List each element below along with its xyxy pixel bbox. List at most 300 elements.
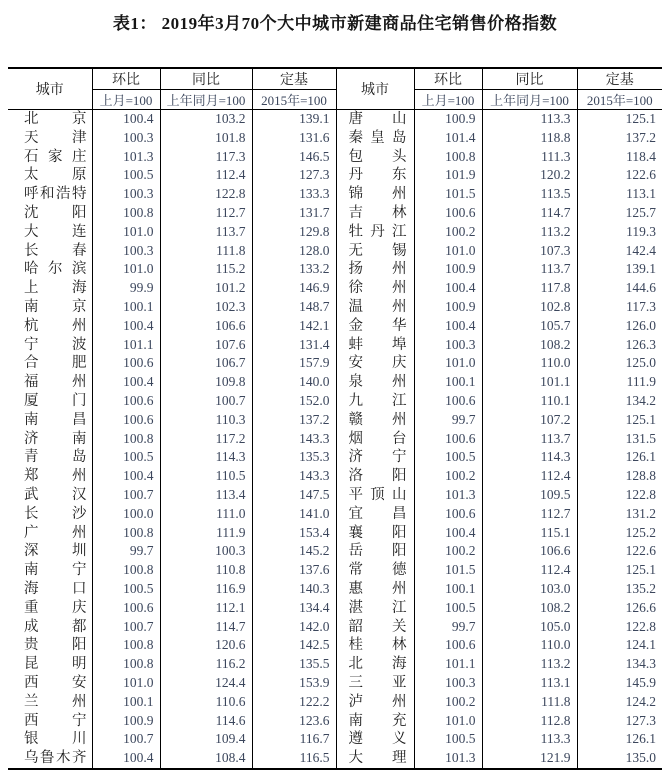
- table-row: [8, 524, 662, 543]
- city-name: 北 海: [348, 656, 407, 673]
- city-name-cell: [336, 166, 414, 185]
- yoy-index-cell: 112.7: [160, 204, 252, 223]
- mom-index-cell: 101.1: [92, 336, 160, 355]
- fixed-index-cell: 137.2: [252, 411, 336, 430]
- mom-index-cell: 101.5: [414, 185, 482, 204]
- city-name-cell: [336, 110, 414, 129]
- yoy-index-cell: 114.7: [482, 204, 577, 223]
- mom-index-cell: 101.3: [92, 148, 160, 167]
- city-name: 杭 州: [24, 317, 87, 334]
- table-row: [8, 542, 662, 561]
- yoy-index-cell: 124.4: [160, 674, 252, 693]
- fixed-index-cell: 142.5: [252, 636, 336, 655]
- mom-index-cell: 101.4: [414, 129, 482, 148]
- city-name: 郑 州: [24, 468, 87, 485]
- fixed-index-cell: 124.2: [577, 693, 662, 712]
- table-row: [8, 392, 662, 411]
- mom-index-cell: 100.3: [92, 129, 160, 148]
- yoy-index-cell: 103.2: [160, 110, 252, 129]
- city-name-cell: [336, 618, 414, 637]
- mom-index-cell: 100.8: [92, 430, 160, 449]
- subheader-yoy-base-left: 上年同月=100: [160, 90, 252, 110]
- city-name-cell: [336, 411, 414, 430]
- subheader-mom-base-right: 上月=100: [414, 90, 482, 110]
- yoy-index-cell: 106.6: [160, 317, 252, 336]
- city-name-cell: [336, 712, 414, 731]
- city-name: 锦 州: [348, 186, 407, 203]
- city-name: 温 州: [348, 298, 407, 315]
- fixed-index-cell: 142.1: [252, 317, 336, 336]
- city-name-cell: [8, 242, 92, 261]
- mom-index-cell: 100.9: [92, 712, 160, 731]
- city-name-cell: [8, 542, 92, 561]
- mom-index-cell: 100.4: [92, 110, 160, 129]
- table-row: [8, 693, 662, 712]
- yoy-index-cell: 109.8: [160, 373, 252, 392]
- city-name-cell: [336, 561, 414, 580]
- fixed-index-cell: 142.0: [252, 618, 336, 637]
- yoy-index-cell: 108.4: [160, 749, 252, 769]
- fixed-index-cell: 153.9: [252, 674, 336, 693]
- city-name-cell: [8, 354, 92, 373]
- fixed-index-cell: 111.9: [577, 373, 662, 392]
- city-name-cell: [8, 430, 92, 449]
- city-name-cell: [8, 411, 92, 430]
- subheader-fixed-base-right: 2015年=100: [577, 90, 662, 110]
- city-name: 常 德: [348, 562, 407, 579]
- city-name: 深 圳: [24, 543, 87, 560]
- city-name-cell: [336, 524, 414, 543]
- fixed-index-cell: 127.3: [252, 166, 336, 185]
- fixed-index-cell: 142.4: [577, 242, 662, 261]
- table-row: [8, 749, 662, 769]
- city-name-cell: [8, 129, 92, 148]
- fixed-index-cell: 127.3: [577, 712, 662, 731]
- city-name: 南 充: [348, 712, 407, 729]
- city-name: 蚌 埠: [348, 336, 407, 353]
- yoy-index-cell: 120.2: [482, 166, 577, 185]
- yoy-index-cell: 109.5: [482, 486, 577, 505]
- yoy-index-cell: 110.1: [482, 392, 577, 411]
- city-name: 丹 东: [348, 167, 407, 184]
- table-row: [8, 448, 662, 467]
- table-row: [8, 317, 662, 336]
- city-name-cell: [8, 486, 92, 505]
- mom-index-cell: 101.1: [414, 655, 482, 674]
- city-name: 扬 州: [348, 261, 407, 278]
- mom-index-cell: 100.2: [414, 467, 482, 486]
- fixed-index-cell: 139.1: [252, 110, 336, 129]
- city-name: 金 华: [348, 317, 407, 334]
- city-name-cell: [336, 636, 414, 655]
- yoy-index-cell: 109.4: [160, 730, 252, 749]
- fixed-index-cell: 137.6: [252, 561, 336, 580]
- table-row: [8, 674, 662, 693]
- mom-index-cell: 101.0: [414, 354, 482, 373]
- fixed-index-cell: 137.2: [577, 129, 662, 148]
- city-name-cell: [336, 430, 414, 449]
- city-name: 哈 尔 滨: [24, 261, 87, 278]
- mom-index-cell: 100.6: [92, 354, 160, 373]
- city-name: 九 江: [348, 392, 407, 409]
- mom-index-cell: 100.9: [414, 298, 482, 317]
- mom-index-cell: 100.8: [92, 524, 160, 543]
- mom-index-cell: 100.5: [414, 599, 482, 618]
- fixed-index-cell: 128.8: [577, 467, 662, 486]
- table-row: [8, 298, 662, 317]
- fixed-index-cell: 135.0: [577, 749, 662, 769]
- table-row: [8, 580, 662, 599]
- city-name-cell: [8, 674, 92, 693]
- mom-index-cell: 100.4: [92, 749, 160, 769]
- city-name-cell: [8, 185, 92, 204]
- city-name: 西 安: [24, 674, 87, 691]
- mom-index-cell: 100.3: [92, 185, 160, 204]
- yoy-index-cell: 102.3: [160, 298, 252, 317]
- mom-index-cell: 101.0: [414, 242, 482, 261]
- mom-index-cell: 100.9: [414, 110, 482, 129]
- yoy-index-cell: 101.8: [160, 129, 252, 148]
- yoy-index-cell: 112.4: [482, 561, 577, 580]
- table-row: [8, 148, 662, 167]
- city-name: 徐 州: [348, 280, 407, 297]
- yoy-index-cell: 121.9: [482, 749, 577, 769]
- mom-index-cell: 100.6: [92, 599, 160, 618]
- city-name: 贵 阳: [24, 637, 87, 654]
- mom-index-cell: 100.2: [414, 693, 482, 712]
- table-row: [8, 279, 662, 298]
- fixed-index-cell: 117.3: [577, 298, 662, 317]
- fixed-index-cell: 113.1: [577, 185, 662, 204]
- table-body: [8, 110, 662, 769]
- table-row: [8, 411, 662, 430]
- yoy-index-cell: 110.6: [160, 693, 252, 712]
- table-row: [8, 636, 662, 655]
- yoy-index-cell: 100.3: [160, 542, 252, 561]
- fixed-index-cell: 126.6: [577, 599, 662, 618]
- yoy-index-cell: 103.0: [482, 580, 577, 599]
- yoy-index-cell: 120.6: [160, 636, 252, 655]
- yoy-index-cell: 110.3: [160, 411, 252, 430]
- city-name-cell: [8, 373, 92, 392]
- city-name-cell: [336, 373, 414, 392]
- table-row: [8, 260, 662, 279]
- city-name: 青 岛: [24, 449, 87, 466]
- mom-index-cell: 99.9: [92, 279, 160, 298]
- city-name: 石 家 庄: [24, 148, 87, 165]
- fixed-index-cell: 119.3: [577, 223, 662, 242]
- city-name-cell: [8, 524, 92, 543]
- mom-index-cell: 100.9: [414, 260, 482, 279]
- city-name: 福 州: [24, 374, 87, 391]
- city-name: 三 亚: [348, 674, 407, 691]
- yoy-index-cell: 117.8: [482, 279, 577, 298]
- mom-index-cell: 100.3: [92, 242, 160, 261]
- city-name-cell: [8, 204, 92, 223]
- fixed-index-cell: 144.6: [577, 279, 662, 298]
- mom-index-cell: 100.8: [92, 655, 160, 674]
- city-name-cell: [336, 693, 414, 712]
- fixed-index-cell: 125.2: [577, 524, 662, 543]
- mom-index-cell: 100.5: [92, 580, 160, 599]
- city-name-cell: [336, 674, 414, 693]
- city-name: 上 海: [24, 280, 87, 297]
- fixed-index-cell: 139.1: [577, 260, 662, 279]
- fixed-index-cell: 125.1: [577, 110, 662, 129]
- city-name-cell: [8, 223, 92, 242]
- yoy-index-cell: 111.0: [160, 505, 252, 524]
- price-index-table: [8, 67, 662, 770]
- city-name-cell: [336, 392, 414, 411]
- yoy-index-cell: 111.9: [160, 524, 252, 543]
- fixed-index-cell: 131.5: [577, 430, 662, 449]
- fixed-index-cell: 152.0: [252, 392, 336, 411]
- yoy-index-cell: 110.0: [482, 354, 577, 373]
- fixed-index-cell: 140.0: [252, 373, 336, 392]
- city-name-cell: [8, 693, 92, 712]
- mom-index-cell: 100.6: [414, 430, 482, 449]
- city-name: 秦 皇 岛: [348, 129, 407, 146]
- city-name: 南 京: [24, 298, 87, 315]
- city-name: 厦 门: [24, 392, 87, 409]
- city-name: 兰 州: [24, 693, 87, 710]
- city-name-cell: [336, 129, 414, 148]
- mom-index-cell: 100.4: [414, 317, 482, 336]
- fixed-index-cell: 122.2: [252, 693, 336, 712]
- yoy-index-cell: 101.2: [160, 279, 252, 298]
- yoy-index-cell: 114.7: [160, 618, 252, 637]
- mom-index-cell: 100.1: [414, 580, 482, 599]
- yoy-index-cell: 112.1: [160, 599, 252, 618]
- table-row: [8, 561, 662, 580]
- mom-index-cell: 100.2: [414, 223, 482, 242]
- mom-index-cell: 100.6: [414, 636, 482, 655]
- city-name: 吉 林: [348, 204, 407, 221]
- mom-index-cell: 101.0: [92, 223, 160, 242]
- mom-index-cell: 100.6: [414, 505, 482, 524]
- city-name-cell: [8, 712, 92, 731]
- header-row-base: [8, 90, 662, 110]
- mom-index-cell: 100.1: [92, 693, 160, 712]
- yoy-index-cell: 106.7: [160, 354, 252, 373]
- mom-index-cell: 100.7: [92, 730, 160, 749]
- subheader-fixed-base-left: 2015年=100: [252, 90, 336, 110]
- city-name: 济 宁: [348, 449, 407, 466]
- mom-index-cell: 100.6: [92, 411, 160, 430]
- table-row: [8, 467, 662, 486]
- city-name-cell: [336, 317, 414, 336]
- city-name-cell: [8, 636, 92, 655]
- city-name: 韶 关: [348, 618, 407, 635]
- mom-index-cell: 100.3: [414, 336, 482, 355]
- mom-index-cell: 100.6: [92, 392, 160, 411]
- mom-index-cell: 99.7: [414, 618, 482, 637]
- city-name: 济 南: [24, 430, 87, 447]
- city-name: 天 津: [24, 129, 87, 146]
- yoy-index-cell: 102.8: [482, 298, 577, 317]
- city-name-cell: [8, 298, 92, 317]
- fixed-index-cell: 140.3: [252, 580, 336, 599]
- yoy-index-cell: 111.3: [482, 148, 577, 167]
- col-header-yoy-right: 同比: [482, 68, 577, 90]
- city-name: 遵 义: [348, 731, 407, 748]
- mom-index-cell: 101.0: [414, 712, 482, 731]
- mom-index-cell: 101.0: [92, 674, 160, 693]
- mom-index-cell: 101.9: [414, 166, 482, 185]
- mom-index-cell: 100.2: [414, 542, 482, 561]
- city-name-cell: [336, 730, 414, 749]
- table-title: 表1： 2019年3月70个大中城市新建商品住宅销售价格指数: [112, 14, 558, 33]
- fixed-index-cell: 143.3: [252, 430, 336, 449]
- mom-index-cell: 100.5: [414, 730, 482, 749]
- mom-index-cell: 100.4: [414, 524, 482, 543]
- fixed-index-cell: 126.3: [577, 336, 662, 355]
- mom-index-cell: 100.8: [92, 561, 160, 580]
- mom-index-cell: 99.7: [92, 542, 160, 561]
- col-header-mom-left: 环比: [92, 68, 160, 90]
- table-row: [8, 354, 662, 373]
- city-name: 安 庆: [348, 355, 407, 372]
- yoy-index-cell: 113.4: [160, 486, 252, 505]
- fixed-index-cell: 145.2: [252, 542, 336, 561]
- fixed-index-cell: 153.4: [252, 524, 336, 543]
- fixed-index-cell: 122.6: [577, 166, 662, 185]
- fixed-index-cell: 125.1: [577, 411, 662, 430]
- yoy-index-cell: 108.2: [482, 336, 577, 355]
- city-name: 襄 阳: [348, 524, 407, 541]
- city-name: 大 连: [24, 223, 87, 240]
- yoy-index-cell: 110.5: [160, 467, 252, 486]
- col-header-fixed-left: 定基: [252, 68, 336, 90]
- city-name: 南 宁: [24, 562, 87, 579]
- city-name-cell: [336, 505, 414, 524]
- city-name-cell: [8, 730, 92, 749]
- fixed-index-cell: 125.1: [577, 561, 662, 580]
- fixed-index-cell: 134.4: [252, 599, 336, 618]
- table-row: [8, 599, 662, 618]
- city-name: 合 肥: [24, 355, 87, 372]
- mom-index-cell: 100.4: [92, 467, 160, 486]
- city-name: 乌 鲁 木 齐: [24, 750, 87, 767]
- city-name-cell: [8, 505, 92, 524]
- yoy-index-cell: 117.3: [160, 148, 252, 167]
- city-name: 泸 州: [348, 693, 407, 710]
- yoy-index-cell: 116.9: [160, 580, 252, 599]
- fixed-index-cell: 116.5: [252, 749, 336, 769]
- col-header-fixed-right: 定基: [577, 68, 662, 90]
- table-header: [8, 68, 662, 110]
- yoy-index-cell: 106.6: [482, 542, 577, 561]
- city-name: 泉 州: [348, 374, 407, 391]
- fixed-index-cell: 124.1: [577, 636, 662, 655]
- fixed-index-cell: 135.2: [577, 580, 662, 599]
- city-name-cell: [8, 148, 92, 167]
- mom-index-cell: 100.5: [92, 448, 160, 467]
- fixed-index-cell: 131.7: [252, 204, 336, 223]
- city-name: 无 锡: [348, 242, 407, 259]
- yoy-index-cell: 113.7: [482, 260, 577, 279]
- city-name: 宁 波: [24, 336, 87, 353]
- yoy-index-cell: 105.7: [482, 317, 577, 336]
- city-name: 长 春: [24, 242, 87, 259]
- city-name: 昆 明: [24, 656, 87, 673]
- fixed-index-cell: 116.7: [252, 730, 336, 749]
- fixed-index-cell: 134.2: [577, 392, 662, 411]
- city-name-cell: [336, 354, 414, 373]
- yoy-index-cell: 115.1: [482, 524, 577, 543]
- yoy-index-cell: 115.2: [160, 260, 252, 279]
- yoy-index-cell: 113.1: [482, 674, 577, 693]
- city-name-cell: [336, 599, 414, 618]
- table-row: [8, 223, 662, 242]
- fixed-index-cell: 135.5: [252, 655, 336, 674]
- fixed-index-cell: 122.6: [577, 542, 662, 561]
- city-name-cell: [336, 242, 414, 261]
- table-row: [8, 336, 662, 355]
- fixed-index-cell: 131.2: [577, 505, 662, 524]
- city-name-cell: [336, 749, 414, 769]
- table-row: [8, 185, 662, 204]
- fixed-index-cell: 126.0: [577, 317, 662, 336]
- fixed-index-cell: 125.0: [577, 354, 662, 373]
- yoy-index-cell: 113.7: [160, 223, 252, 242]
- city-name: 海 口: [24, 580, 87, 597]
- city-name: 湛 江: [348, 599, 407, 616]
- mom-index-cell: 100.1: [414, 373, 482, 392]
- mom-index-cell: 101.3: [414, 486, 482, 505]
- yoy-index-cell: 110.0: [482, 636, 577, 655]
- yoy-index-cell: 107.6: [160, 336, 252, 355]
- yoy-index-cell: 112.4: [482, 467, 577, 486]
- fixed-index-cell: 133.2: [252, 260, 336, 279]
- yoy-index-cell: 101.1: [482, 373, 577, 392]
- fixed-index-cell: 129.8: [252, 223, 336, 242]
- city-name-cell: [8, 336, 92, 355]
- city-name: 岳 阳: [348, 543, 407, 560]
- city-name-cell: [336, 448, 414, 467]
- yoy-index-cell: 111.8: [482, 693, 577, 712]
- city-name: 广 州: [24, 524, 87, 541]
- mom-index-cell: 100.7: [92, 486, 160, 505]
- col-header-city-left: 城市: [8, 68, 92, 110]
- yoy-index-cell: 100.7: [160, 392, 252, 411]
- mom-index-cell: 100.5: [92, 166, 160, 185]
- table-row: [8, 505, 662, 524]
- fixed-index-cell: 126.1: [577, 730, 662, 749]
- yoy-index-cell: 113.3: [482, 110, 577, 129]
- col-header-yoy-left: 同比: [160, 68, 252, 90]
- yoy-index-cell: 113.3: [482, 730, 577, 749]
- city-name: 赣 州: [348, 411, 407, 428]
- mom-index-cell: 100.7: [92, 618, 160, 637]
- city-name: 呼 和 浩 特: [24, 186, 87, 203]
- city-name: 西 宁: [24, 712, 87, 729]
- col-header-mom-right: 环比: [414, 68, 482, 90]
- city-name: 烟 台: [348, 430, 407, 447]
- yoy-index-cell: 108.2: [482, 599, 577, 618]
- fixed-index-cell: 131.4: [252, 336, 336, 355]
- city-name-cell: [8, 561, 92, 580]
- mom-index-cell: 100.8: [414, 148, 482, 167]
- fixed-index-cell: 145.9: [577, 674, 662, 693]
- mom-index-cell: 101.3: [414, 749, 482, 769]
- city-name-cell: [8, 392, 92, 411]
- table-row: [8, 712, 662, 731]
- fixed-index-cell: 148.7: [252, 298, 336, 317]
- city-name: 北 京: [24, 111, 87, 127]
- fixed-index-cell: 134.3: [577, 655, 662, 674]
- city-name: 成 都: [24, 618, 87, 635]
